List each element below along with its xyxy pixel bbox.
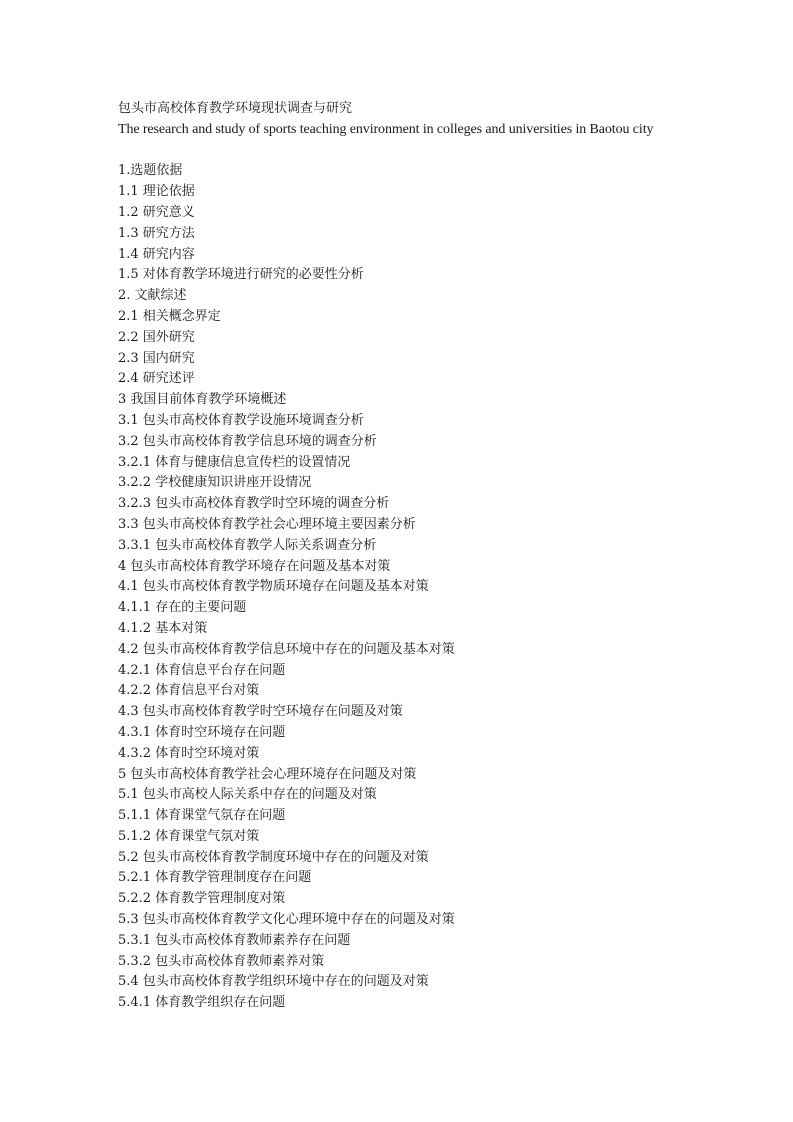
toc-item: 3.3 包头市高校体育教学社会心理环境主要因素分析 (118, 516, 416, 532)
toc-item: 3.1 包头市高校体育教学设施环境调查分析 (118, 412, 364, 428)
toc-item: 4.2.1 体育信息平台存在问题 (118, 662, 286, 678)
toc-item: 3 我国目前体育教学环境概述 (118, 392, 287, 408)
toc-item: 2.4 研究述评 (118, 371, 195, 387)
toc-item: 5 包头市高校体育教学社会心理环境存在问题及对策 (118, 766, 417, 782)
toc-item: 4.3.2 体育时空环境对策 (118, 745, 260, 761)
toc-item: 4.2 包头市高校体育教学信息环境中存在的问题及基本对策 (118, 641, 455, 657)
toc-item: 5.2.2 体育教学管理制度对策 (118, 891, 286, 907)
toc-item: 5.3.2 包头市高校体育教师素养对策 (118, 953, 325, 969)
toc-item: 4.1.2 基本对策 (118, 620, 208, 636)
toc-item: 5.4.1 体育教学组织存在问题 (118, 995, 286, 1011)
toc-item: 4.3.1 体育时空环境存在问题 (118, 724, 286, 740)
toc-item: 4 包头市高校体育教学环境存在问题及基本对策 (118, 558, 391, 574)
toc-item: 4.2.2 体育信息平台对策 (118, 683, 260, 699)
toc-item: 1.选题依据 (118, 163, 183, 179)
toc-item: 5.3 包头市高校体育教学文化心理环境中存在的问题及对策 (118, 912, 455, 928)
toc-item: 1.2 研究意义 (118, 204, 195, 220)
toc-item: 5.1.1 体育课堂气氛存在问题 (118, 808, 286, 824)
toc-item: 5.1 包头市高校人际关系中存在的问题及对策 (118, 787, 377, 803)
toc-item: 2.2 国外研究 (118, 329, 195, 345)
spacer (118, 141, 778, 162)
toc-item: 2.1 相关概念界定 (118, 308, 221, 324)
toc-item: 4.3 包头市高校体育教学时空环境存在问题及对策 (118, 704, 403, 720)
toc-item: 5.1.2 体育课堂气氛对策 (118, 828, 260, 844)
toc-item: 1.4 研究内容 (118, 246, 195, 262)
document-page (118, 99, 778, 1014)
toc-item: 1.1 理论依据 (118, 184, 195, 200)
toc-item: 3.2.2 学校健康知识讲座开设情况 (118, 475, 312, 491)
toc-item: 5.2 包头市高校体育教学制度环境中存在的问题及对策 (118, 849, 429, 865)
toc-item: 5.3.1 包头市高校体育教师素养存在问题 (118, 932, 351, 948)
toc-item: 2.3 国内研究 (118, 350, 195, 366)
toc-item: 4.1 包头市高校体育教学物质环境存在问题及基本对策 (118, 579, 429, 595)
toc-item: 2. 文献综述 (118, 288, 187, 304)
toc-item: 1.3 研究方法 (118, 225, 195, 241)
toc-item: 1.5 对体育教学环境进行研究的必要性分析 (118, 267, 364, 283)
toc-item: 3.2.1 体育与健康信息宣传栏的设置情况 (118, 454, 351, 470)
table-of-contents (118, 161, 778, 1014)
toc-item: 5.2.1 体育教学管理制度存在问题 (118, 870, 312, 886)
toc-item: 3.2.3 包头市高校体育教学时空环境的调查分析 (118, 496, 390, 512)
toc-item: 4.1.1 存在的主要问题 (118, 600, 247, 616)
document-title-cn: 包头市高校体育教学环境现状调查与研究 (118, 101, 353, 116)
toc-item: 3.3.1 包头市高校体育教学人际关系调查分析 (118, 537, 377, 553)
toc-item: 3.2 包头市高校体育教学信息环境的调查分析 (118, 433, 377, 449)
document-title-en: The research and study of sports teaching environment in colleges and universities in Baotou city (118, 121, 654, 137)
toc-item: 5.4 包头市高校体育教学组织环境中存在的问题及对策 (118, 974, 429, 990)
